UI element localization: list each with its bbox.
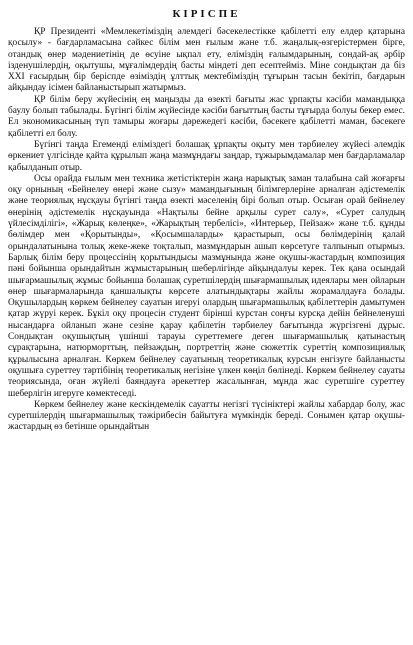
paragraph-artistic-literacy: Көркем бейнелеу және кескіндемелік сауатты негізгі түсініктері жайлы хабардар болу, жас суретшілердің шығармашылық тәжірибесін байытуға мүмкіндік береді. Сонымен қатар оқушы-жастардың өз бетінше орындайтын (8, 399, 405, 433)
paragraph-education-system: ҚР білім беру жүйесінің ең маңызды да өзекті бағыты жас ұрпақты кәсіби мамандыққа баулу болып табылады. Бүгінгі білім жүйесінде кәсіби бағыттың басты тұғырда болуы бекер емес. Ел экономикасының түп тамыры жоғары дәрежедегі кәсіби, бәсекеге қабілетті маман, бәсекеге қабілетті ел болу. (8, 94, 405, 139)
paragraph-today: Бүгінгі таңда Егемендi елiмiздегi болашақ ұрпақты оқыту мен тәрбиелеу жүйесi әлемдiк өркениет үлгiсiнде қайта құрылып жаңа мазмұндағы заңдар, тұжырымдамалар мен бағдарламалар қабылданып отыр. (8, 139, 405, 173)
page-title: КІРІСПЕ (172, 8, 241, 20)
paragraph-intro: ҚР Президенті «Мемлекетіміздің әлемдегі бәсекелестікке қабілетті елу елдер қатарына қосылу» - бағдарламасына сәйкес білім мен ғылым және т.б. жаңалық-өзгерістермен бірге, отандық өнер мәдениетінің де өсуіне ықпал ету, еліміздің ғалымдарының, сондай-ақ әрбір ізденушілердің, оқытушы, мұғалімдердің басты міндеті деп есептейміз. Міне сондықтан да біз ХХІ ғасырдың бір беріспде өзіміздің ұлттық мектебіміздің тұғырын тасын бекітіп, бағдарын айқындау ісімен байланыстырып жатырмыз. (8, 27, 405, 94)
document-body (8, 27, 405, 434)
paragraph-methodology: Осы орайда ғылым мен техника жетістіктерін жаңа нарықтық заман талабына сай жоғарғы оқу орнының «Бейнелеу өнері және сызу» мамандығының білімгерлеріне арналған әдістемелік және теориялық нұсқауы бүгінгі таңда өзекті мәселенің бірі болып отыр. Осыған орай бейнелеу өнерінің әдістемелік нұсқауында «Нақтылы бейне арқылы сурет салу», «Сурет салудың үйлесімділігі», «Жарық көлеңке», «Жарықтың тербелісі», «Интерьер, Пейзаж» және т.б. құнды бөлімдер мен «Қорытынды», «Қосымшаларды» қарастырып, осы бөлімдерінің қалай орындалатынына толық жеке-жеке тоқталып, мазмұндарын ашып көрсетуге талпынып отырмыз. Барлық білім беру процессінің қорытындысы мазмұнында және оқушы-жастардың композиция пәні бойынша орындайтын жұмыстарының шеберлігінде айқындалуы керек. Тек қана осындай шығармашылық жұмыс бойынша болашақ суретшілердің шығармашылық идеялары мен ойларын өнер шығармаларында қаншалықты көрсете алатындықтары жайлы жорамалдауға болады. Оқушылардың көркем бейнелеу сауатын игеруі олардың шығармашылық қабілеттерін дамытумен қатар жүруі керек. Бұкіл оқу процесін студент бірінші курстан соңғы курсқа дейін бейнеленуші нысандарға ойланып және сезіне қарау қабілетін тәрбиелеу бағытында жүргізгені дұрыс. Сондықтан оқушықтың үшінші тарауы суреттемеге деген шығармашылық қатынастың сұрақтарына, натюрморттың, пейзаждың, портреттің және сюжеттік суреттің композициялық құрылысына арналған. Көркем бейнелеу сауатының теоретикалық курсын енгізуге байланысты оқушыға суреттеу тәртібінің теоретикалық негізіне үлкен көңіл бөлінеді. Көркем бейнелеу сауаты теориясында, оған жүйелі баяндауға әрекеттер жасалынған, мұнда жас суретшіге суреттеу шеберлігін игеруге көмектеседі. (8, 173, 405, 399)
